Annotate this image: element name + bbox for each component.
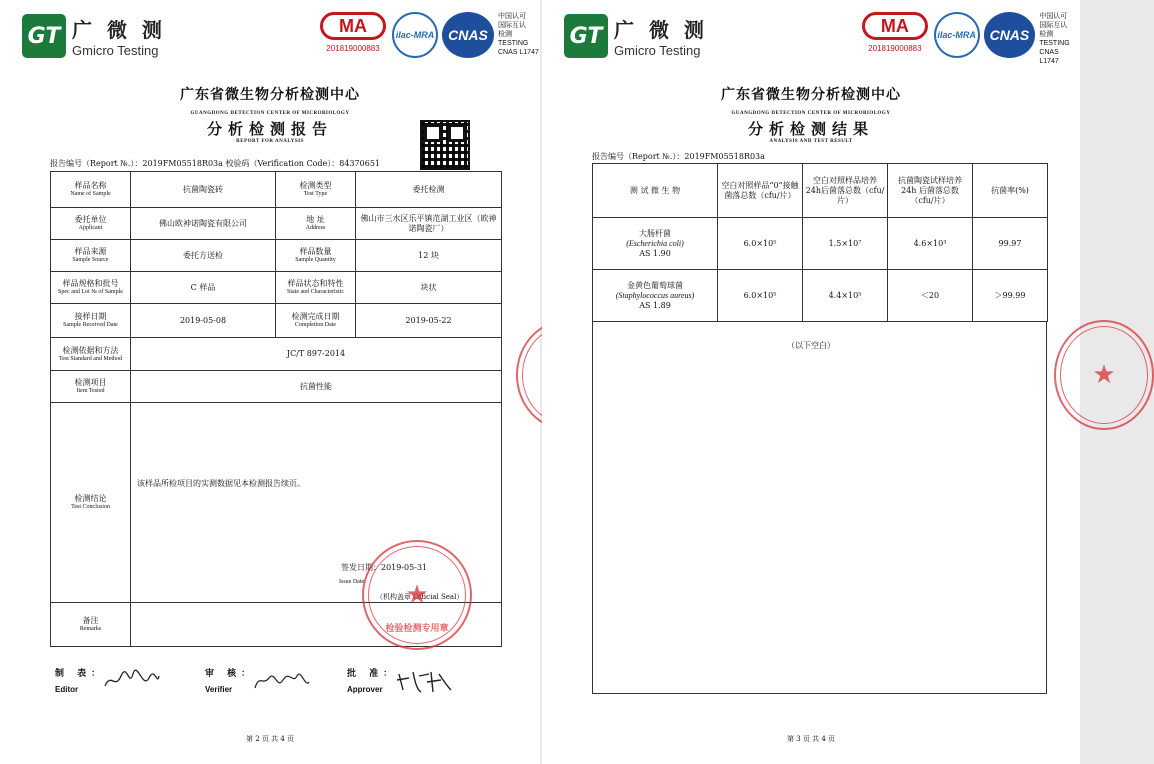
value-item-tested: 抗菌性能 bbox=[131, 371, 502, 403]
page-number: 第 3 页 共 4 页 bbox=[786, 735, 836, 743]
perforation-seal-stamp: ★ bbox=[1054, 320, 1154, 430]
cma-icon: MA bbox=[862, 12, 928, 40]
label-address: 地 址 Address bbox=[276, 208, 356, 240]
value-applicant: 佛山欧神诺陶瓷有限公司 bbox=[131, 208, 276, 240]
antibacterial-rate-value: 99.97 bbox=[973, 218, 1048, 270]
value-test-conclusion: 该样品所检项目的实测数据见本检测报告续页。 bbox=[137, 479, 305, 488]
value-sample-source: 委托方送检 bbox=[131, 240, 276, 272]
official-seal-stamp: ★ 检验检测专用章 bbox=[362, 540, 472, 650]
seal-note: （机构盖章 Official Seal） bbox=[376, 593, 464, 601]
editor-signature: 制 表： Editor bbox=[55, 666, 105, 694]
org-title-en: GUANGDONG DETECTION CENTER OF MICROBIOLOGY bbox=[731, 111, 891, 116]
sample-24h-value: ＜20 bbox=[888, 270, 973, 322]
value-address: 佛山市三水区乐平镇范湖工业区（欧神诺陶瓷厂） bbox=[356, 208, 502, 240]
report-title: 分析检测报告 bbox=[206, 120, 333, 138]
table-header-row bbox=[593, 164, 1048, 218]
approver-handwritten-signature bbox=[395, 668, 453, 694]
gt-logo-icon: GT bbox=[564, 14, 608, 58]
table-row bbox=[51, 304, 502, 338]
value-sample-name: 抗菌陶瓷砖 bbox=[131, 172, 276, 208]
table-row bbox=[51, 208, 502, 240]
blank-note: （以下空白） bbox=[787, 341, 835, 350]
organism-cell: 金黄色葡萄球菌 (Staphylococcus aureus) AS 1.89 bbox=[593, 270, 718, 322]
antibacterial-rate-value: ＞99.99 bbox=[973, 270, 1048, 322]
report-title-en: REPORT FOR ANALYSIS bbox=[236, 139, 304, 144]
table-row bbox=[51, 272, 502, 304]
brand-logo bbox=[22, 14, 166, 58]
value-spec: C 样品 bbox=[131, 272, 276, 304]
result-title: 分析检测结果 bbox=[747, 120, 874, 138]
org-title: 广东省微生物分析检测中心 bbox=[180, 87, 360, 103]
blank-area bbox=[592, 321, 1047, 694]
header-antibacterial-rate: 抗菌率(%) bbox=[973, 164, 1048, 218]
cnas-icon: CNAS bbox=[442, 12, 494, 58]
header-sample-24h: 抗菌陶瓷试样培养 24h 后菌落总数（cfu/片） bbox=[888, 164, 973, 218]
verifier-handwritten-signature bbox=[253, 668, 311, 694]
blank-0h-value: 6.0×10⁵ bbox=[718, 270, 803, 322]
table-row bbox=[51, 338, 502, 371]
brand-name-en: Gmicro Testing bbox=[72, 43, 159, 58]
page-number: 第 2 页 共 4 页 bbox=[245, 735, 295, 743]
cma-logo bbox=[862, 12, 928, 53]
cma-number: 201819000883 bbox=[868, 44, 922, 53]
value-state: 块状 bbox=[356, 272, 502, 304]
sample-24h-value: 4.6×10³ bbox=[888, 218, 973, 270]
label-test-standard: 检测依据和方法 Test Standard and Method bbox=[51, 338, 131, 371]
label-remarks: 备注 Remarks bbox=[51, 603, 131, 647]
cma-number: 201819000883 bbox=[326, 44, 380, 53]
report-number: 报告编号（Report №.）：2019FM05518R03a 校验码（Verification Code）：84370651 bbox=[50, 159, 380, 168]
label-state: 样品状态和特性 State and Characteristic bbox=[276, 272, 356, 304]
cnas-caption: 中国认可 国际互认 检测 TESTING CNAS L1747 bbox=[1039, 13, 1070, 65]
label-sample-name: 样品名称 Name of Sample bbox=[51, 172, 131, 208]
label-spec: 样品规格和批号 Spec and Lot № of Sample bbox=[51, 272, 131, 304]
cma-icon: MA bbox=[320, 12, 386, 40]
brand-name-cn: 广 微 测 bbox=[72, 18, 166, 42]
issue-date-en: Issue Date bbox=[339, 579, 365, 585]
blank-24h-value: 4.4×10⁵ bbox=[803, 270, 888, 322]
table-row bbox=[51, 371, 502, 403]
cma-logo bbox=[320, 12, 386, 53]
seal-text: 检验检测专用章 bbox=[385, 624, 449, 634]
value-received-date: 2019-05-08 bbox=[131, 304, 276, 338]
label-applicant: 委托单位 Applicant bbox=[51, 208, 131, 240]
label-sample-source: 样品来源 Sample Source bbox=[51, 240, 131, 272]
label-completion-date: 检测完成日期 Completion Date bbox=[276, 304, 356, 338]
org-title-en: GUANGDONG DETECTION CENTER OF MICROBIOLOGY bbox=[190, 111, 350, 116]
blank-0h-value: 6.0×10⁵ bbox=[718, 218, 803, 270]
brand-name-en: Gmicro Testing bbox=[614, 43, 701, 58]
editor-handwritten-signature bbox=[103, 668, 161, 694]
ilac-mra-icon: ilac-MRA bbox=[392, 12, 438, 58]
org-title: 广东省微生物分析检测中心 bbox=[721, 87, 901, 103]
ilac-mra-icon: ilac-MRA bbox=[934, 12, 980, 58]
label-test-conclusion: 检测结论 Test Conclusion bbox=[51, 403, 131, 603]
brand-logo bbox=[564, 14, 708, 58]
issue-date: 签发日期：2019-05-31 bbox=[341, 563, 428, 572]
certification-marks bbox=[320, 12, 539, 58]
blank-24h-value: 1.5×10⁷ bbox=[803, 218, 888, 270]
signature-block bbox=[55, 666, 495, 700]
gt-logo-icon: GT bbox=[22, 14, 66, 58]
label-test-type: 检测类型 Test Type bbox=[276, 172, 356, 208]
approver-signature: 批 准： Approver bbox=[347, 666, 397, 694]
organism-cell: 大肠杆菌 (Escherichia coli) AS 1.90 bbox=[593, 218, 718, 270]
table-row bbox=[51, 240, 502, 272]
test-result-table bbox=[592, 163, 1048, 322]
cnas-caption: 中国认可 国际互认 检测 TESTING CNAS L1747 bbox=[498, 13, 539, 56]
label-item-tested: 检测项目 Item Tested bbox=[51, 371, 131, 403]
verifier-signature: 审 核： Verifier bbox=[205, 666, 255, 694]
value-test-standard: JC/T 897-2014 bbox=[131, 338, 502, 371]
label-sample-quantity: 样品数量 Sample Quantity bbox=[276, 240, 356, 272]
report-page-3 bbox=[542, 0, 1116, 764]
table-row bbox=[51, 172, 502, 208]
header-blank-24h: 空白对照样品培养 24h后菌落总数（cfu/片） bbox=[803, 164, 888, 218]
label-received-date: 接样日期 Sample Received Date bbox=[51, 304, 131, 338]
report-number: 报告编号（Report №.）：2019FM05518R03a bbox=[592, 152, 765, 161]
header-blank-0h: 空白对照样品“0”接触菌落总数（cfu/片） bbox=[718, 164, 803, 218]
value-completion-date: 2019-05-22 bbox=[356, 304, 502, 338]
cnas-icon: CNAS bbox=[984, 12, 1036, 58]
certification-marks bbox=[862, 12, 1080, 66]
value-test-type: 委托检测 bbox=[356, 172, 502, 208]
result-title-en: ANALYSIS AND TEST RESULT bbox=[769, 139, 853, 144]
qr-code-icon[interactable] bbox=[420, 120, 470, 170]
table-row bbox=[593, 218, 1048, 270]
header-organism: 测 试 微 生 物 bbox=[593, 164, 718, 218]
value-sample-quantity: 12 块 bbox=[356, 240, 502, 272]
report-page-2 bbox=[0, 0, 540, 764]
table-row bbox=[593, 270, 1048, 322]
brand-name-cn: 广 微 测 bbox=[614, 18, 708, 42]
